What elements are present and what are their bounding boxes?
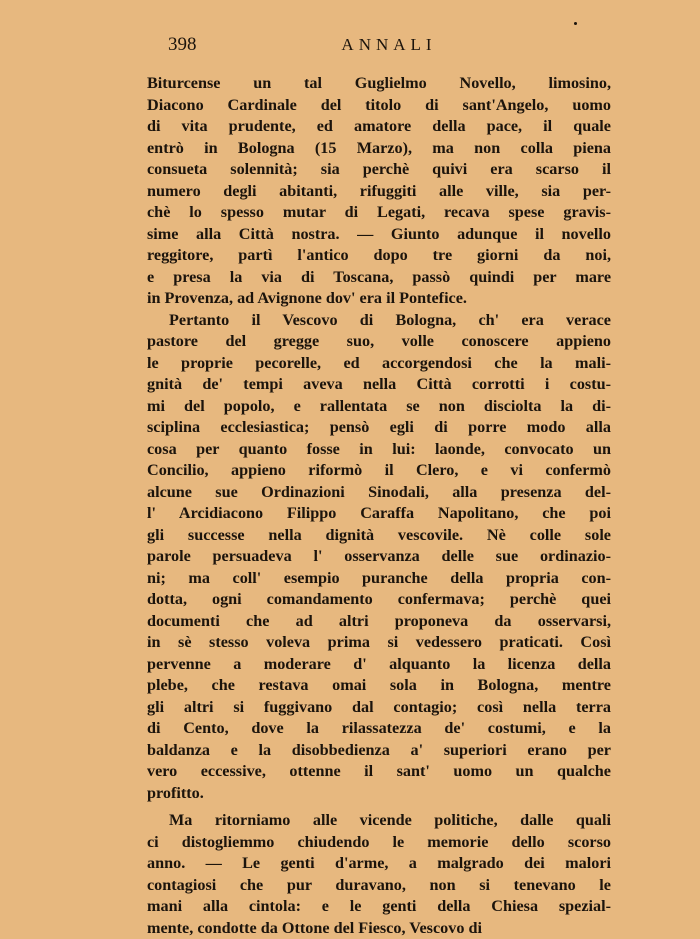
text-line: mi del popolo, e rallentata se non disciolta la di- xyxy=(147,396,611,418)
text-line: ni; ma coll' esempio puranche della propria con- xyxy=(147,568,611,590)
text-line: di vita prudente, ed amatore della pace, il quale xyxy=(147,116,611,138)
paragraph xyxy=(147,810,611,939)
text-line: dotta, ogni comandamento confermava; perchè quei xyxy=(147,589,611,611)
text-line: sciplina ecclesiastica; pensò egli di porre modo alla xyxy=(147,417,611,439)
page-number: 398 xyxy=(168,34,197,56)
text-line: chè lo spesso mutar di Legati, recava spese gravis- xyxy=(147,202,611,224)
paragraph xyxy=(147,73,611,310)
text-line: parole persuadeva l' osservanza delle sue ordinazio- xyxy=(147,546,611,568)
text-line: vero eccessive, ottenne il sant' uomo un qualche xyxy=(147,761,611,783)
text-line: consueta solennità; sia perchè quivi era scarso il xyxy=(147,159,611,181)
text-line: mente, condotte da Ottone del Fiesco, Vescovo di xyxy=(147,918,611,939)
body-text xyxy=(147,73,611,939)
text-line: reggitore, partì l'antico dopo tre giorni da noi, xyxy=(147,245,611,267)
text-line: Ma ritorniamo alle vicende politiche, dalle quali xyxy=(147,810,611,832)
text-line: baldanza e la disobbedienza a' superiori erano per xyxy=(147,740,611,762)
text-line: le proprie pecorelle, ed accorgendosi che la mali- xyxy=(147,353,611,375)
paragraph xyxy=(147,310,611,805)
text-line: pervenne a moderare d' alquanto la licenza della xyxy=(147,654,611,676)
text-line: in Provenza, ad Avignone dov' era il Pontefice. xyxy=(147,288,611,310)
text-line: Diacono Cardinale del titolo di sant'Angelo, uomo xyxy=(147,95,611,117)
text-line: ci distogliemmo chiudendo le memorie dello scorso xyxy=(147,832,611,854)
text-line: plebe, che restava omai sola in Bologna, mentre xyxy=(147,675,611,697)
text-line: l' Arcidiacono Filippo Caraffa Napolitano, che poi xyxy=(147,503,611,525)
text-line: Concilio, appieno riformò il Clero, e vi confermò xyxy=(147,460,611,482)
text-line: anno. — Le genti d'arme, a malgrado dei malori xyxy=(147,853,611,875)
text-line: gnità de' tempi aveva nella Città corrotti i costu- xyxy=(147,374,611,396)
text-line: mani alla cintola: e le genti della Chiesa spezial- xyxy=(147,896,611,918)
text-line: profitto. xyxy=(147,783,611,805)
text-line: cosa per quanto fosse in lui: laonde, convocato un xyxy=(147,439,611,461)
text-line: contagiosi che pur duravano, non si tenevano le xyxy=(147,875,611,897)
text-line: e presa la via di Toscana, passò quindi per mare xyxy=(147,267,611,289)
text-line: in sè stesso voleva prima si vedessero praticati. Così xyxy=(147,632,611,654)
text-line: entrò in Bologna (15 Marzo), ma non colla piena xyxy=(147,138,611,160)
text-line: gli altri si fuggivano dal contagio; così nella terra xyxy=(147,697,611,719)
text-line: numero degli abitanti, rifuggiti alle ville, sia per- xyxy=(147,181,611,203)
running-head: ANNALI xyxy=(168,35,610,55)
text-line: pastore del gregge suo, volle conoscere appieno xyxy=(147,331,611,353)
text-line: Pertanto il Vescovo di Bologna, ch' era verace xyxy=(147,310,611,332)
text-line: di Cento, dove la rilassatezza de' costumi, e la xyxy=(147,718,611,740)
paper-speck xyxy=(574,22,577,25)
text-line: alcune sue Ordinazioni Sinodali, alla presenza del- xyxy=(147,482,611,504)
text-line: documenti che ad altri proponeva da osservarsi, xyxy=(147,611,611,633)
text-line: sime alla Città nostra. — Giunto adunque il novello xyxy=(147,224,611,246)
page-header xyxy=(168,34,610,60)
text-line: gli successe nella dignità vescovile. Nè colle sole xyxy=(147,525,611,547)
text-line: Biturcense un tal Guglielmo Novello, limosino, xyxy=(147,73,611,95)
